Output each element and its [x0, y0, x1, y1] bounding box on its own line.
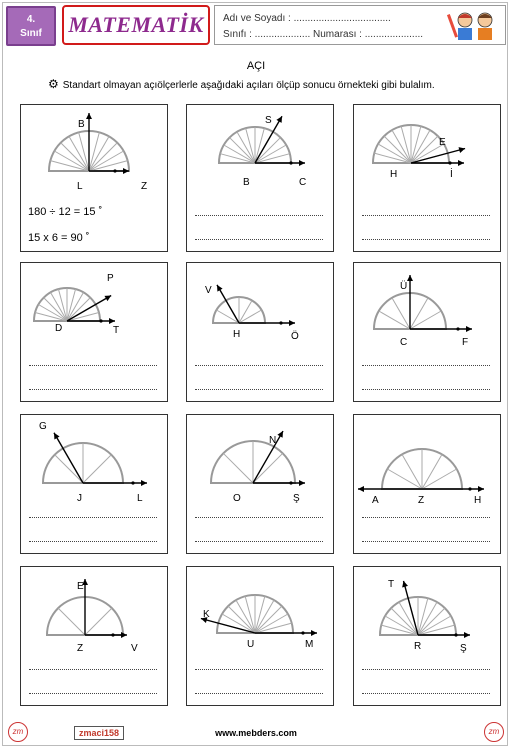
- point-label: P: [107, 273, 114, 284]
- logo-left: zm: [8, 722, 28, 742]
- answer-line[interactable]: [29, 517, 157, 518]
- answer-line[interactable]: [362, 669, 490, 670]
- page-title: AÇI: [246, 60, 266, 72]
- arrow-head: [402, 581, 408, 588]
- answer-line[interactable]: [195, 365, 323, 366]
- protractor-diagram: [21, 567, 169, 707]
- student-info-box: [214, 5, 506, 45]
- answer-line[interactable]: [29, 541, 157, 542]
- point-label: L: [137, 493, 143, 504]
- gear-icon: ⚙: [48, 77, 59, 91]
- angle-card: [353, 104, 501, 252]
- point-label: Ü: [400, 281, 408, 292]
- point-label: H: [390, 169, 398, 180]
- point-label: N: [269, 435, 277, 446]
- point-label: E: [77, 581, 84, 592]
- answer-line[interactable]: [362, 365, 490, 366]
- arrow-head: [121, 632, 127, 638]
- point-label: K: [203, 609, 210, 620]
- point-marker: [113, 169, 116, 172]
- point-label: U: [247, 639, 255, 650]
- point-label: V: [131, 643, 138, 654]
- protractor-diagram: [21, 263, 169, 403]
- point-label: Z: [141, 181, 148, 192]
- arrow-head: [478, 486, 484, 492]
- answer-line[interactable]: [362, 389, 490, 390]
- kids-icon: [445, 8, 503, 44]
- point-marker: [131, 481, 134, 484]
- answer-line[interactable]: [195, 389, 323, 390]
- point-marker: [301, 631, 304, 634]
- angle-card: [20, 414, 168, 554]
- point-marker: [279, 321, 282, 324]
- angle-card: [186, 104, 334, 252]
- point-label: S: [265, 115, 272, 126]
- name-field[interactable]: Adı ve Soyadı : ...................................: [223, 13, 391, 24]
- protractor-diagram: [21, 105, 169, 253]
- worksheet-code: zmaci158: [74, 726, 124, 740]
- answer-line[interactable]: [362, 693, 490, 694]
- angle-card: [353, 566, 501, 706]
- point-label: B: [78, 119, 85, 130]
- instruction: [48, 77, 435, 91]
- answer-line[interactable]: [195, 541, 323, 542]
- point-marker: [454, 633, 457, 636]
- point-marker: [99, 319, 102, 322]
- angle-card: [186, 414, 334, 554]
- point-marker: [448, 161, 451, 164]
- answer-line[interactable]: [362, 541, 490, 542]
- point-label: G: [39, 421, 47, 432]
- point-label: R: [414, 641, 422, 652]
- point-label: Z: [418, 495, 425, 506]
- arrow-head: [109, 318, 115, 324]
- arrow-head: [464, 632, 470, 638]
- protractor-diagram: [354, 263, 502, 403]
- example-line-2: 15 x 6 = 90 ˚: [28, 232, 90, 244]
- point-marker: [468, 487, 471, 490]
- protractor-diagram: [187, 263, 335, 403]
- arrow-head: [289, 320, 295, 326]
- subject-title: MATEMATİK: [62, 5, 210, 45]
- angle-card: [186, 262, 334, 402]
- point-label: T: [388, 579, 395, 590]
- answer-line[interactable]: [362, 517, 490, 518]
- arrow-head: [407, 275, 413, 281]
- point-label: C: [400, 337, 408, 348]
- angle-card: [353, 262, 501, 402]
- answer-line[interactable]: [29, 389, 157, 390]
- answer-line[interactable]: [362, 215, 490, 216]
- point-label: F: [462, 337, 469, 348]
- example-line-1: 180 ÷ 12 = 15 ˚: [28, 206, 103, 218]
- instruction-text: Standart olmayan açıölçerlerle aşağıdaki açıları ölçüp sonucu örnekteki gibi bulalım.: [62, 80, 435, 91]
- angle-card: [20, 262, 168, 402]
- point-label: A: [372, 495, 379, 506]
- arrow-head: [311, 630, 317, 636]
- grade-number: 4.: [26, 14, 36, 25]
- answer-line[interactable]: [29, 669, 157, 670]
- point-label: H: [474, 495, 482, 506]
- arrow-head: [459, 147, 466, 153]
- arrow-head: [358, 486, 364, 492]
- answer-line[interactable]: [195, 693, 323, 694]
- point-label: O: [233, 493, 241, 504]
- point-label: İ: [450, 169, 453, 180]
- protractor-diagram: [187, 567, 335, 707]
- point-label: Ş: [293, 493, 300, 504]
- arrow-head: [458, 160, 464, 166]
- answer-line[interactable]: [195, 517, 323, 518]
- grade-badge: [6, 6, 56, 46]
- point-label: M: [305, 639, 314, 650]
- point-label: Ş: [460, 643, 467, 654]
- point-label: L: [77, 181, 83, 192]
- point-label: B: [243, 177, 250, 188]
- answer-line[interactable]: [29, 365, 157, 366]
- logo-right: zm: [484, 722, 504, 742]
- grade-label: Sınıf: [20, 28, 42, 39]
- point-label: V: [205, 285, 212, 296]
- footer: [0, 722, 512, 746]
- answer-line[interactable]: [29, 693, 157, 694]
- answer-line[interactable]: [195, 239, 323, 240]
- point-label: C: [299, 177, 307, 188]
- point-label: Z: [77, 643, 84, 654]
- point-label: E: [439, 137, 446, 148]
- protractor-diagram: [187, 105, 335, 253]
- angle-card: [186, 566, 334, 706]
- protractor-diagram: [354, 105, 502, 253]
- site-link[interactable]: www.mebders.com: [215, 728, 297, 738]
- protractor-diagram: [354, 567, 502, 707]
- arrow-head: [299, 480, 305, 486]
- answer-line[interactable]: [195, 215, 323, 216]
- arrow-head: [141, 480, 147, 486]
- class-number-field[interactable]: Sınıfı : .................... Numarası : .....................: [223, 29, 424, 40]
- point-marker: [289, 481, 292, 484]
- protractor-diagram: [21, 415, 169, 555]
- point-label: D: [55, 323, 63, 334]
- answer-line[interactable]: [195, 669, 323, 670]
- point-marker: [289, 161, 292, 164]
- point-marker: [456, 327, 459, 330]
- angle-card: [20, 566, 168, 706]
- arrow-head: [86, 113, 92, 119]
- point-marker: [111, 633, 114, 636]
- angle-card: [20, 104, 168, 252]
- point-label: J: [77, 493, 82, 504]
- point-label: Ö: [291, 331, 299, 342]
- protractor-diagram: [187, 415, 335, 555]
- protractor-diagram: [354, 415, 502, 555]
- arrow-head: [466, 326, 472, 332]
- point-label: H: [233, 329, 241, 340]
- arrow-head: [299, 160, 305, 166]
- point-label: T: [113, 325, 120, 336]
- angle-card: [353, 414, 501, 554]
- answer-line[interactable]: [362, 239, 490, 240]
